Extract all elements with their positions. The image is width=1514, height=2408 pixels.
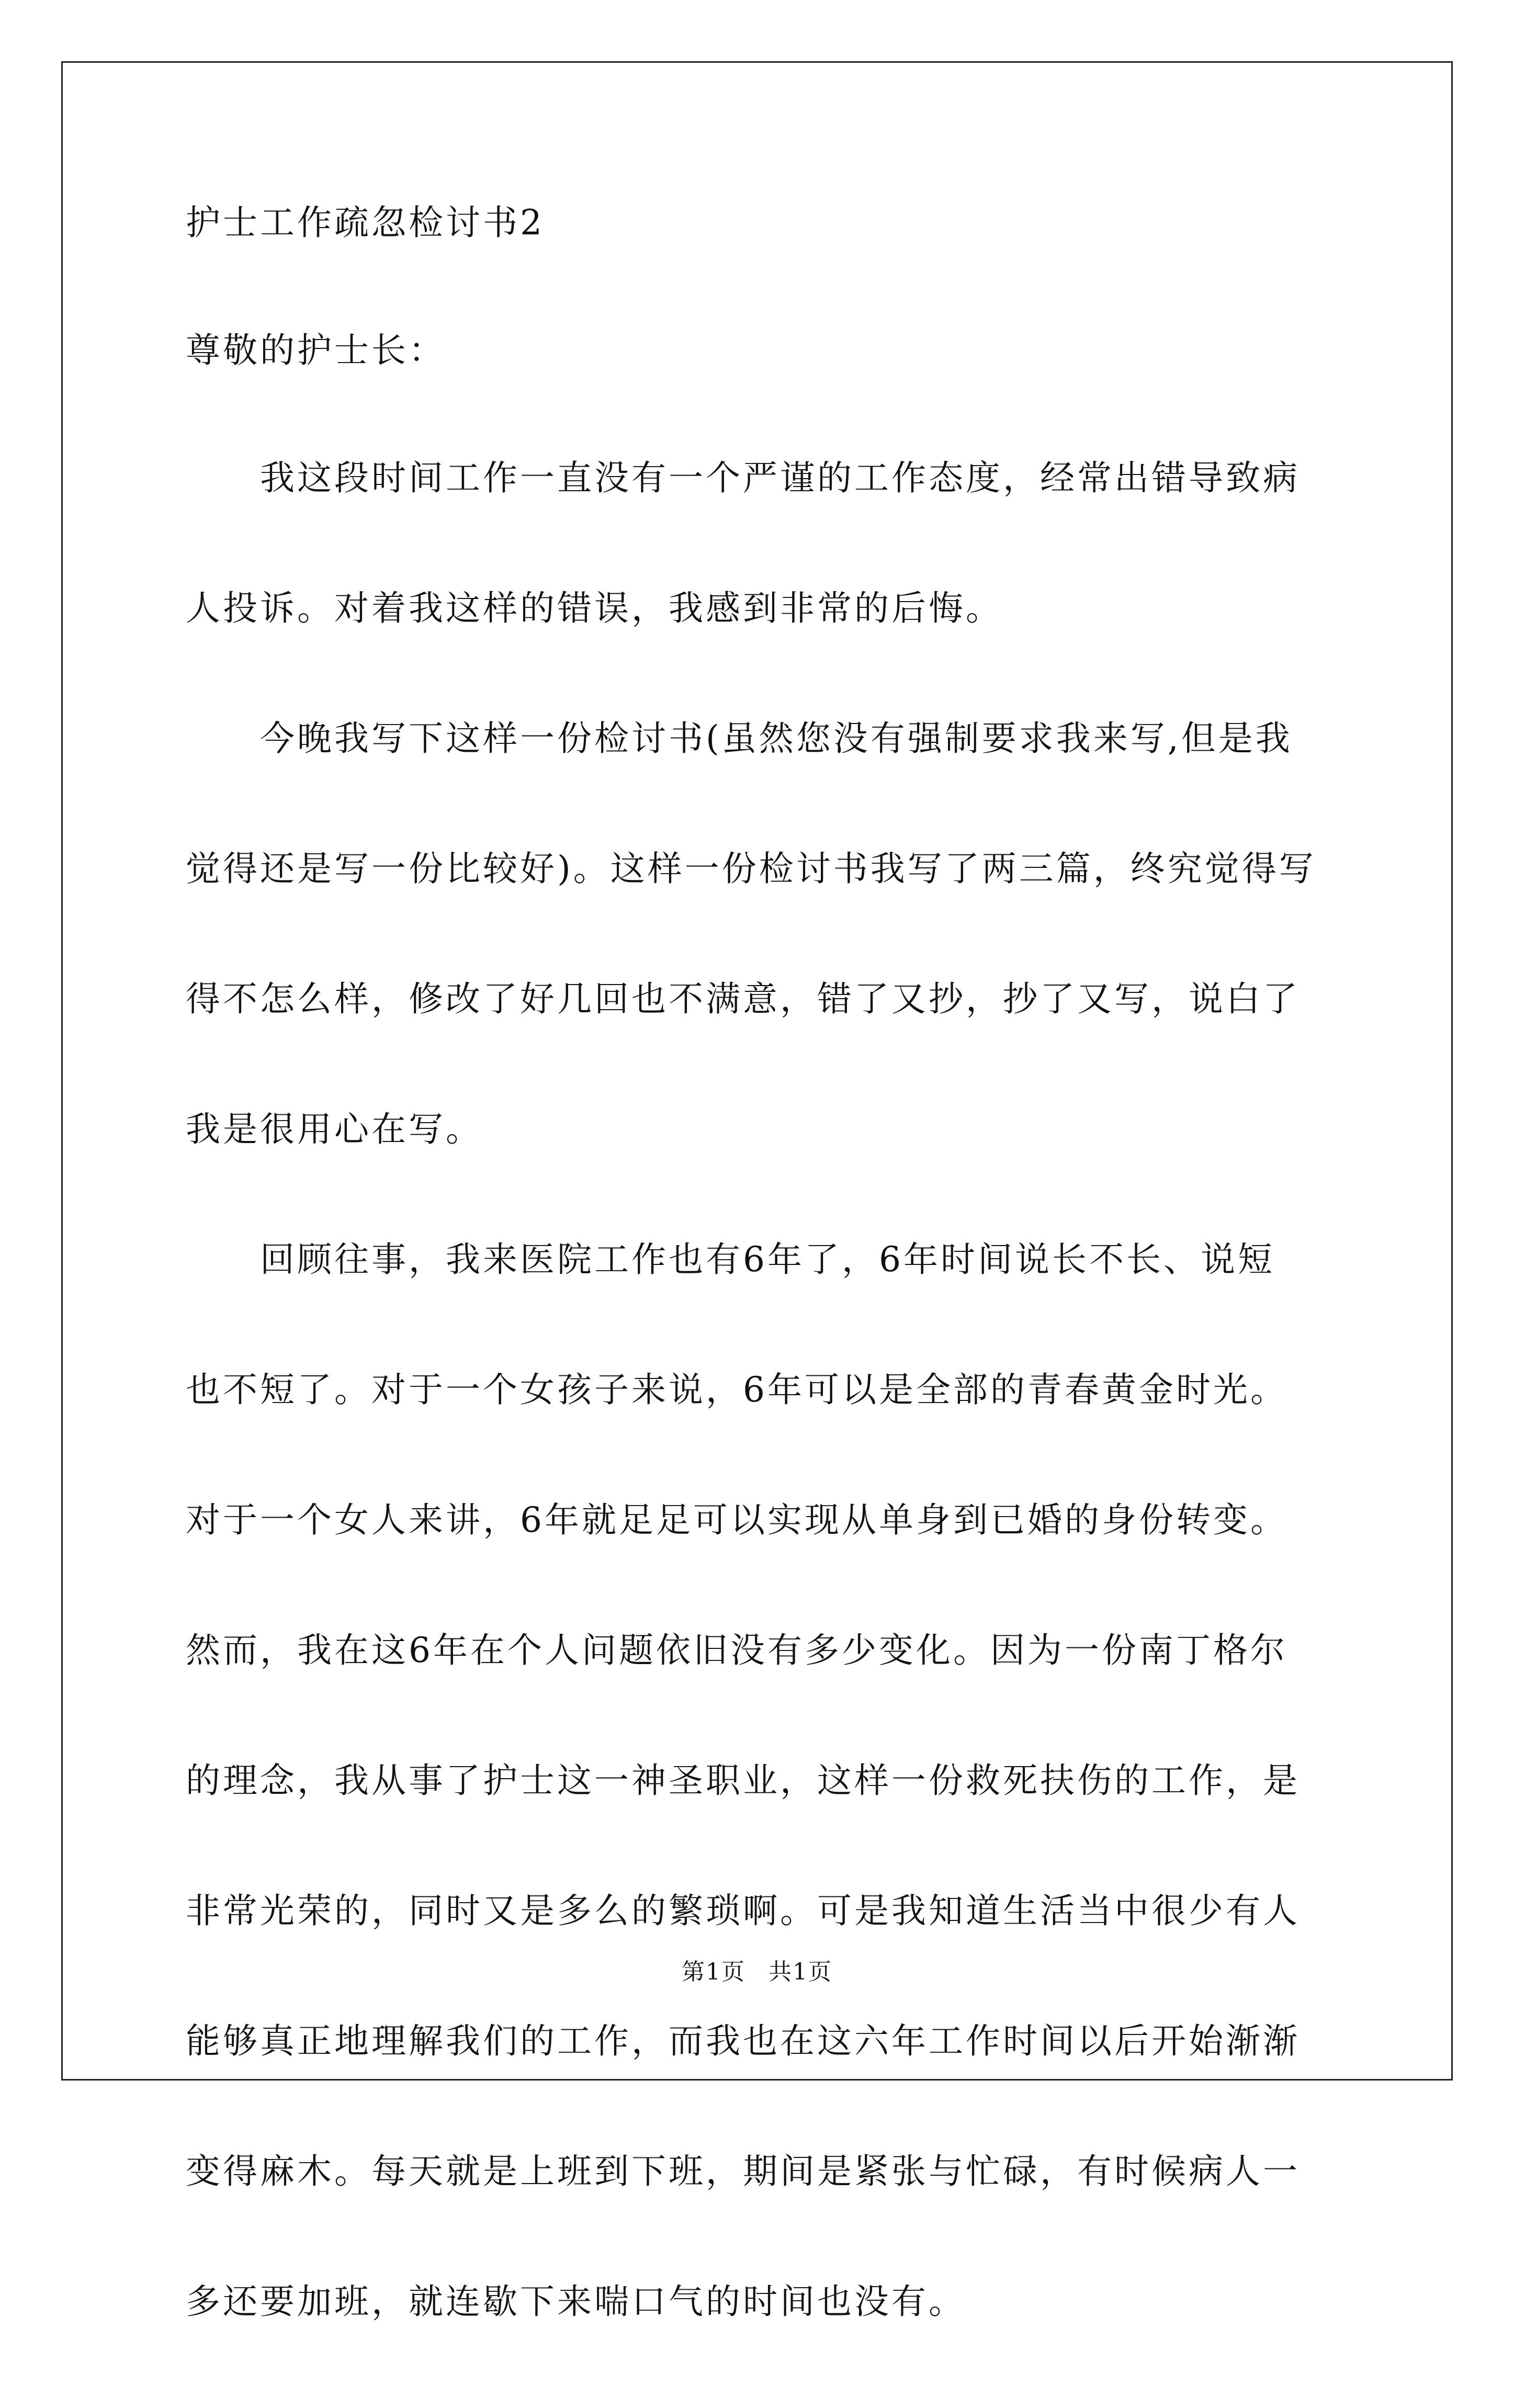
page-number-current: 第1页 bbox=[682, 1959, 745, 1985]
paragraph-line: 觉得还是写一份比较好)。这样一份检讨书我写了两三篇，终究觉得写 bbox=[186, 849, 1316, 889]
paragraph-line: 也不短了。对于一个女孩子来说，6年可以是全部的青春黄金时光。 bbox=[186, 1370, 1287, 1410]
paragraph-line: 我这段时间工作一直没有一个严谨的工作态度，经常出错导致病 bbox=[260, 458, 1300, 498]
salutation: 尊敬的护士长： bbox=[186, 330, 446, 370]
paragraph-line: 我是很用心在写。 bbox=[186, 1109, 483, 1149]
paragraph-line: 人投诉。对着我这样的错误，我感到非常的后悔。 bbox=[186, 588, 1003, 628]
paragraph-line: 今晚我写下这样一份检讨书(虽然您没有强制要求我来写,但是我 bbox=[260, 718, 1293, 759]
paragraph-line: 多还要加班，就连歇下来喘口气的时间也没有。 bbox=[186, 2281, 966, 2322]
page-footer bbox=[0, 1957, 1514, 1988]
paragraph-line: 得不怎么样，修改了好几回也不满意，错了又抄，抄了又写，说白了 bbox=[186, 979, 1300, 1019]
paragraph-line: 变得麻木。每天就是上班到下班，期间是紧张与忙碌，有时候病人一 bbox=[186, 2151, 1300, 2191]
paragraph-3 bbox=[186, 1236, 1331, 2326]
paragraph-2 bbox=[186, 715, 1331, 1154]
paragraph-line: 然而，我在这6年在个人问题依旧没有多少变化。因为一份南丁格尔 bbox=[186, 1630, 1287, 1670]
page-number-total: 共1页 bbox=[769, 1959, 832, 1985]
document-body bbox=[186, 199, 1331, 2408]
paragraph-line: 对于一个女人来讲，6年就足足可以实现从单身到已婚的身份转变。 bbox=[186, 1500, 1287, 1540]
document-title: 护士工作疏忽检讨书2 bbox=[186, 202, 545, 243]
paragraph-1 bbox=[186, 454, 1331, 632]
paragraph-line: 能够真正地理解我们的工作，而我也在这六年工作时间以后开始渐渐 bbox=[186, 2021, 1300, 2061]
paragraph-line: 回顾往事，我来医院工作也有6年了，6年时间说长不长、说短 bbox=[260, 1239, 1275, 1280]
paragraph-line: 的理念，我从事了护士这一神圣职业，这样一份救死扶伤的工作，是 bbox=[186, 1760, 1300, 1801]
paragraph-line: 非常光荣的，同时又是多么的繁琐啊。可是我知道生活当中很少有人 bbox=[186, 1891, 1300, 1931]
